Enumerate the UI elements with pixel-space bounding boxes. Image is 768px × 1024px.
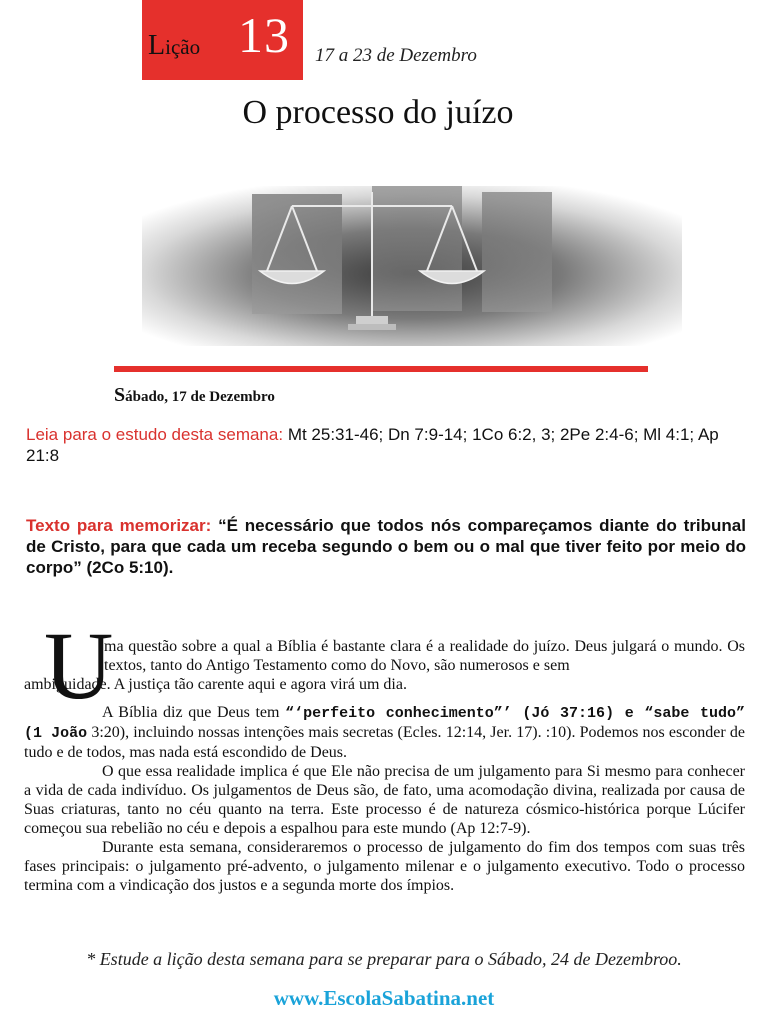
page-title: O processo do juízo (242, 94, 514, 131)
lesson-label: Lição (148, 30, 201, 61)
scales-of-justice-illustration (142, 186, 682, 346)
paragraph-1-end: ambiguidade. A justiça tão carente aqui e agora virá um dia. (24, 676, 407, 693)
body-paragraphs (24, 703, 745, 895)
bible-quote: “‘perfeito conhecimento”’ (Jó 37:16) e “sabe tudo” (1 João (24, 705, 745, 742)
study-note: * Estude a lição desta semana para se preparar para o Sábado, 24 de Dezembroo. (86, 949, 682, 969)
memory-verse (26, 515, 746, 578)
website-link[interactable]: www.EscolaSabatina.net (273, 986, 495, 1010)
paragraph-4: Durante esta semana, consideraremos o processo de julgamento do fim dos tempos com suas três fases principais: o julgamento pré-advento, o julgamento milenar e o julgamento executivo. Todo o processo termina com a vindicação dos justos e a segunda morte dos ímpios. (24, 839, 745, 894)
memory-verse-text: “É necessário que todos nós compareçamos diante do tribunal de Cristo, para que cada um receba segundo o bem ou o mal que tiver feito por meio do corpo” (2Co 5:10). (26, 516, 746, 577)
section-divider (114, 366, 648, 372)
lesson-dates: 17 a 23 de Dezembro (315, 45, 477, 66)
drop-cap: U (44, 612, 114, 719)
paragraph-2: A Bíblia diz que Deus tem “‘perfeito conhecimento”’ (Jó 37:16) e “sabe tudo” (1 João 3:20), incluindo nossas intenções mais secretas (Ecles. 12:14, Jer. 17). :10). Podemos nos esconder de tudo e de todos, mas nada está escondido de Deus. (24, 704, 745, 761)
paragraph-3: O que essa realidade implica é que Ele não precisa de um julgamento para Si mesmo para conhecer a vida de cada indivíduo. Os julgamentos de Deus são, de fato, uma acomodação divina, realizada por causa de Suas criaturas, tanto no céu quanto na terra. Este processo é de natureza cósmico-histórica porque Lúcifer começou sua rebelião no céu e depois a espalhou para este mundo (Ap 12:7-9). (24, 763, 745, 837)
reading-label: Leia para o estudo desta semana: (26, 425, 284, 444)
memory-verse-label: Texto para memorizar: (26, 516, 212, 535)
reading-references (26, 424, 746, 466)
lesson-number: 13 (238, 7, 290, 63)
day-heading: Sábado, 17 de Dezembro (114, 384, 275, 406)
paragraph-1-start: ma questão sobre a qual a Bíblia é bastante clara é a realidade do juízo. Deus julgará o mundo. Os textos, tanto do Antigo Testamento como do Novo, são numerosos e sem (104, 638, 745, 674)
reading-refs: Mt 25:31-46; Dn 7:9-14; 1Co 6:2, 3; 2Pe 2:4-6; Ml 4:1; Ap 21:8 (26, 425, 719, 465)
